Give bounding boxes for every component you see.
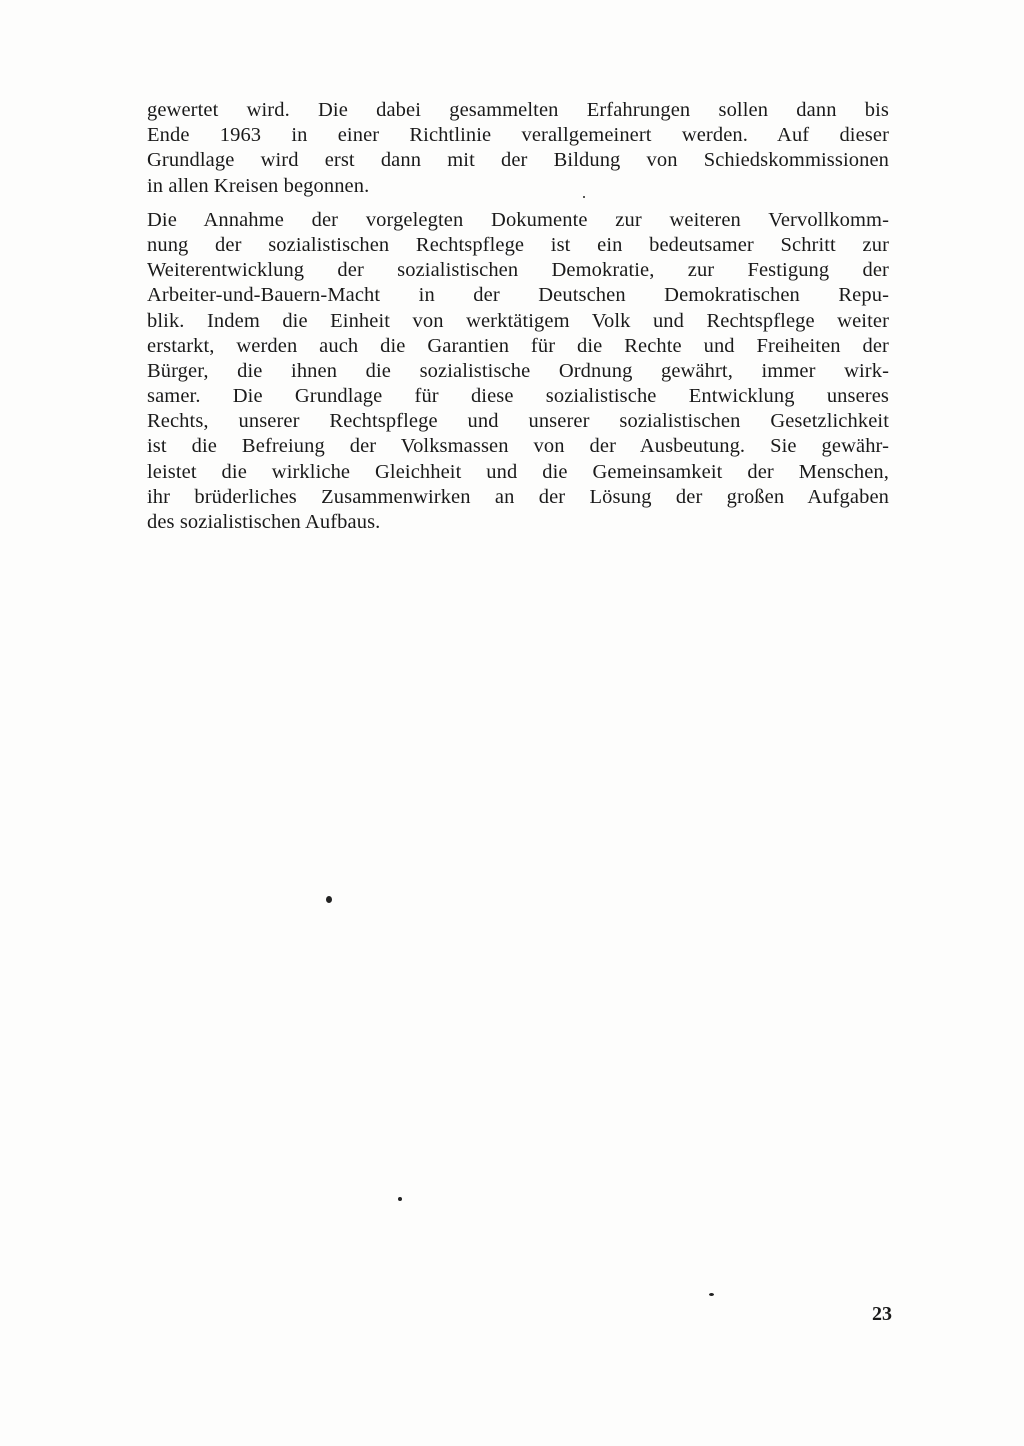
text-line: Die Annahme der vorgelegten Dokumente zur weiteren Vervollkomm- <box>147 208 889 231</box>
text-line: Arbeiter-und-Bauern-Macht in der Deutschen Demokratischen Repu- <box>147 284 889 307</box>
ink-speck <box>583 196 585 198</box>
ink-speck <box>326 896 332 903</box>
text-line: Rechts, unserer Rechtspflege und unserer sozialistischen Gesetzlichkeit <box>147 410 889 433</box>
paragraph-2 <box>147 208 889 535</box>
text-line: erstarkt, werden auch die Garantien für die Rechte und Freiheiten der <box>147 334 889 357</box>
text-line: samer. Die Grundlage für diese sozialistische Entwicklung unseres <box>147 385 889 408</box>
text-line: Bürger, die ihnen die sozialistische Ordnung gewährt, immer wirk- <box>147 359 889 382</box>
text-line: Ende 1963 in einer Richtlinie verallgemeinert werden. Auf dieser <box>147 124 889 147</box>
text-line: nung der sozialistischen Rechtspflege ist ein bedeutsamer Schritt zur <box>147 233 889 256</box>
text-line: in allen Kreisen begonnen. <box>147 174 370 197</box>
text-line: leistet die wirkliche Gleichheit und die Gemeinsamkeit der Menschen, <box>147 460 889 483</box>
text-line: blik. Indem die Einheit von werktätigem Volk und Rechtspflege weiter <box>147 309 889 332</box>
text-line: des sozialistischen Aufbaus. <box>147 511 381 533</box>
ink-speck <box>709 1293 714 1296</box>
body-text <box>147 98 889 535</box>
text-line: gewertet wird. Die dabei gesammelten Erfahrungen sollen dann bis <box>147 99 889 121</box>
text-line: ihr brüderliches Zusammenwirken an der Lösung der großen Aufgaben <box>147 485 889 508</box>
page-number: 23 <box>872 1303 892 1325</box>
text-line: Grundlage wird erst dann mit der Bildung von Schiedskommissionen <box>147 149 889 172</box>
ink-speck <box>398 1197 402 1201</box>
text-line: ist die Befreiung der Volksmassen von der Ausbeutung. Sie gewähr- <box>147 435 889 458</box>
text-line: Weiterentwicklung der sozialistischen Demokratie, zur Festigung der <box>147 259 889 282</box>
paragraph-1 <box>147 98 889 199</box>
